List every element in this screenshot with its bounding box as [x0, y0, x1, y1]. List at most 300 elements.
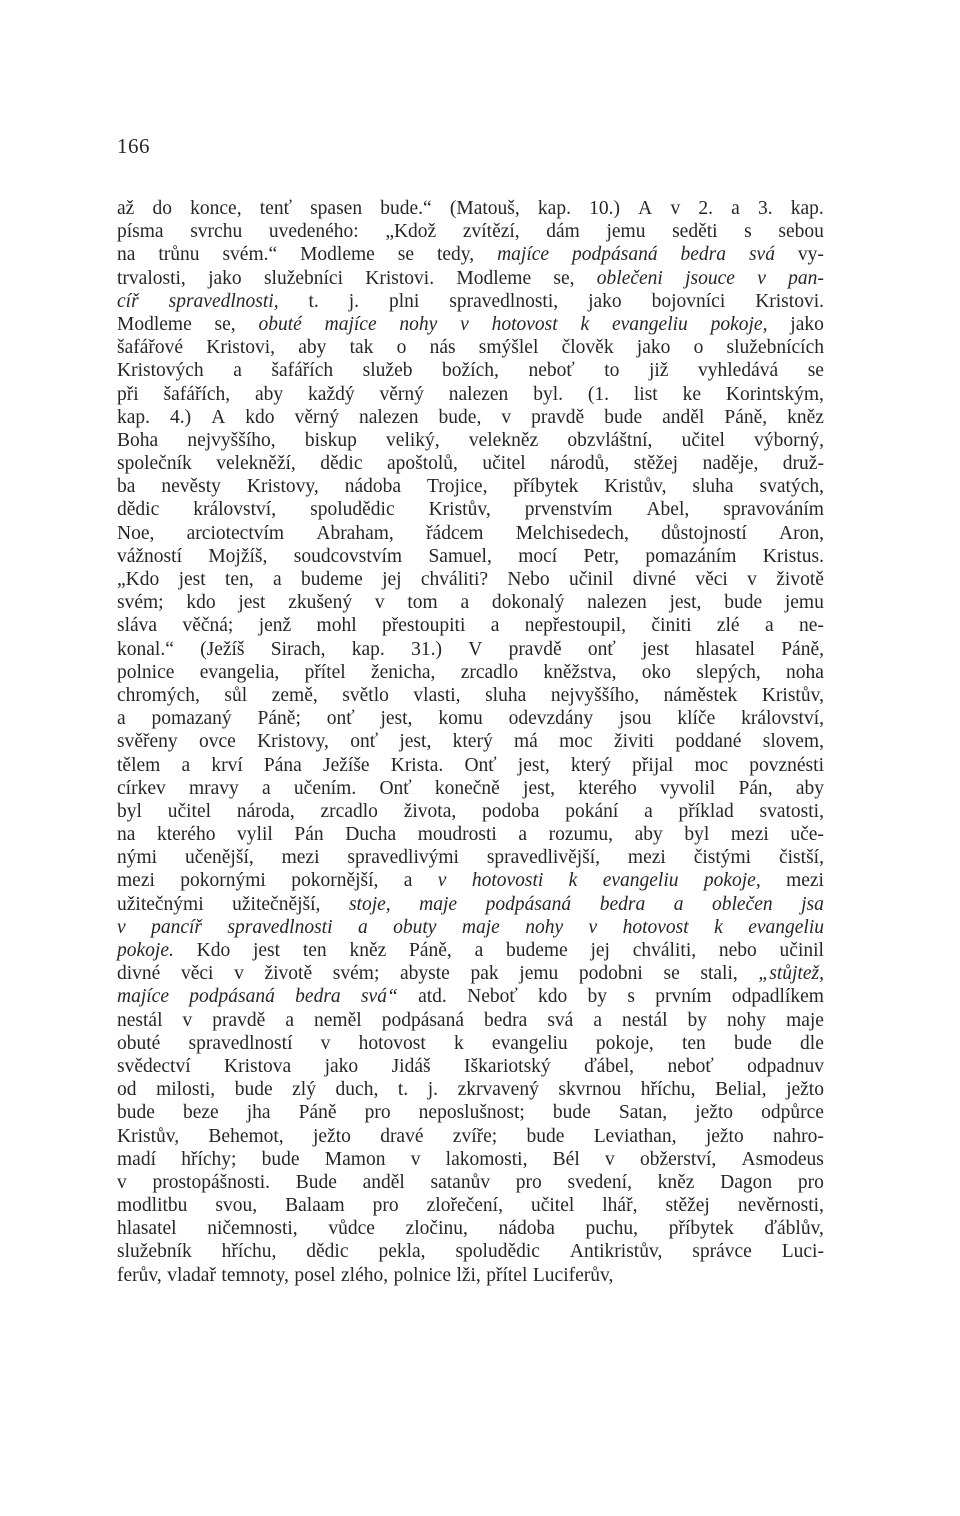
word: pokoje, [595, 1032, 654, 1054]
word: vůdce [328, 1218, 375, 1240]
text-line [117, 1194, 824, 1217]
word: čistší, [778, 847, 824, 869]
word: užitečnými [117, 893, 204, 915]
word: jenž [258, 615, 292, 637]
word: stali, [700, 963, 738, 985]
word: jest [178, 569, 206, 590]
word: A [638, 198, 653, 219]
word: v [747, 569, 757, 590]
word: nestál [117, 1009, 163, 1031]
body-text [117, 197, 824, 1287]
word: onť [326, 708, 355, 730]
word: neměl [314, 1009, 362, 1031]
word: Pán [294, 824, 324, 846]
word: nebo [718, 940, 757, 961]
word: pravdě [212, 1009, 266, 1031]
word: služeb [362, 360, 413, 382]
word: „Kdo [117, 569, 160, 590]
word: bude [526, 1125, 565, 1147]
word: beze [182, 1102, 219, 1124]
word: bude [733, 1032, 772, 1054]
word: šafářích [271, 360, 334, 382]
italic-word: majíce [497, 244, 550, 266]
word: evangelia, [199, 661, 280, 683]
word: učitel [167, 800, 212, 822]
word: na [117, 244, 136, 266]
word: obuté [117, 1032, 161, 1054]
word: neboť [528, 360, 575, 382]
word: věčná; [182, 615, 234, 637]
italic-word: v [460, 313, 469, 335]
word: ovce [198, 731, 236, 753]
word: Iškariotský [464, 1055, 551, 1077]
word: onť [587, 638, 616, 660]
text-line [117, 985, 824, 1008]
text-line [117, 313, 824, 336]
text-line [117, 846, 824, 869]
word: přítel [486, 1264, 528, 1286]
word: podoba [482, 800, 540, 822]
word: budeme [301, 569, 363, 590]
word: kap. [790, 198, 824, 219]
italic-word: hotovosti [471, 870, 544, 892]
word: maje [786, 1009, 824, 1031]
word: jest, [517, 754, 550, 776]
word: anděl [362, 1171, 405, 1193]
word: učitel [530, 1195, 575, 1217]
word: kterého [578, 777, 637, 799]
word: nestál [622, 1009, 668, 1031]
italic-word: obuté [258, 313, 302, 335]
word: sluha [485, 684, 527, 706]
text-line [117, 1032, 824, 1055]
word: odpůrce [761, 1102, 824, 1124]
word: by [587, 986, 608, 1008]
italic-word: a [357, 916, 368, 938]
word: bojovníci [651, 290, 726, 312]
word: to [604, 360, 620, 382]
word: Luciferův, [532, 1264, 614, 1286]
word: ježto [786, 1079, 824, 1101]
word: oko [641, 661, 672, 683]
word: ďábel, [584, 1055, 635, 1077]
word: bude.“ [380, 198, 432, 219]
word: zlořečení, [426, 1195, 503, 1217]
text-line [117, 197, 824, 220]
italic-word: podpásaná [189, 986, 275, 1008]
word: učenější, [184, 847, 254, 869]
word: Páně [298, 1102, 337, 1124]
italic-word: obuty [393, 916, 437, 938]
word: Bél [552, 1148, 580, 1170]
word: Páně, [724, 406, 768, 428]
word: aby [255, 383, 284, 405]
word: učitel [482, 453, 526, 475]
word: zkrvavený [457, 1079, 539, 1101]
word: spoludědic [310, 499, 395, 521]
word: dám [546, 221, 580, 243]
word: jako [636, 337, 671, 359]
text-line [117, 290, 824, 313]
word: onť [350, 731, 379, 753]
word: světlo [342, 684, 389, 706]
word: velekněží, [216, 453, 296, 475]
word: uvedeného: [268, 221, 359, 243]
word: Kristův, [117, 1125, 180, 1147]
word: Satan, [618, 1102, 668, 1124]
text-line [117, 1125, 824, 1148]
text-line [117, 1101, 824, 1124]
word: bude [604, 406, 643, 428]
word: a [644, 800, 653, 822]
text-line [117, 1171, 824, 1194]
word: při [117, 383, 139, 405]
word: dědic [320, 453, 363, 475]
word: jha [246, 1102, 271, 1124]
text-line [117, 452, 824, 475]
word: zlé [716, 615, 740, 637]
word: bude [234, 1079, 273, 1101]
italic-word: pan- [788, 267, 824, 289]
word: v [410, 1148, 421, 1170]
word: trvalosti, [117, 267, 186, 289]
word: se [397, 244, 415, 266]
word: a [273, 569, 282, 590]
word: země, [271, 684, 318, 706]
text-line [117, 1240, 824, 1263]
word: církev [117, 777, 166, 799]
italic-word: oblečen [711, 893, 773, 915]
word: Kristových [117, 360, 204, 382]
italic-word: „stůjtež, [758, 963, 824, 985]
word: Bude [295, 1171, 337, 1193]
word: stěžej [633, 453, 679, 475]
word: Pána [263, 754, 302, 776]
word: plni [388, 290, 420, 312]
word: bude [552, 1102, 591, 1124]
word: jemu [519, 963, 559, 985]
word: Balaam [285, 1195, 345, 1217]
word: vy- [797, 244, 824, 266]
word: j. [427, 1079, 439, 1101]
italic-word: bedra [295, 986, 341, 1008]
word: člověk [561, 337, 614, 359]
word: neboť [667, 1055, 714, 1077]
word: kterého [156, 824, 216, 846]
word: moc [559, 731, 593, 753]
word: bude [117, 1102, 155, 1124]
word: učitel [681, 429, 725, 451]
word: Páně, [781, 638, 824, 660]
word: v [501, 406, 512, 428]
word: Kristovi. [755, 290, 824, 312]
text-line [117, 1078, 824, 1101]
word: životě [264, 963, 313, 985]
word: písma [117, 221, 164, 243]
word: chromých, [117, 684, 200, 706]
word: o [693, 337, 704, 359]
text-line [117, 359, 824, 382]
word: t. [397, 1079, 409, 1101]
word: až [117, 198, 135, 219]
text-line [117, 962, 824, 985]
word: bude, [438, 406, 482, 428]
word: zvíře; [452, 1125, 498, 1147]
word: jest, [399, 731, 432, 753]
word: podobni [578, 963, 643, 985]
word: atd. [418, 986, 447, 1008]
word: spravováním [723, 499, 824, 521]
word: Kristův, [428, 499, 491, 521]
word: a [117, 708, 126, 730]
italic-word: maje [461, 916, 500, 938]
text-line [117, 220, 824, 243]
word: užitečnější, [232, 893, 321, 915]
text-line [117, 1009, 824, 1032]
text-line [117, 661, 824, 684]
word: Jidáš [391, 1055, 431, 1077]
word: v [374, 592, 385, 614]
word: se [807, 360, 824, 382]
italic-word: jsouce [685, 267, 735, 289]
word: ke [682, 383, 701, 405]
text-line [117, 754, 824, 777]
italic-word: pokoje, [703, 870, 761, 892]
word: sebou [778, 221, 824, 243]
word: zlého, [341, 1264, 389, 1286]
word: nohy [727, 1009, 767, 1031]
italic-word: podpásaná [485, 893, 572, 915]
word: života, [403, 800, 457, 822]
word: Kristova [224, 1055, 292, 1077]
word: Páně; [257, 708, 301, 730]
word: nevěrnosti, [737, 1195, 824, 1217]
word: Kristovi, [206, 337, 276, 359]
word: a [181, 754, 191, 776]
word: hlasatel [695, 638, 755, 660]
word: jest, [669, 592, 702, 614]
word: svedení, [567, 1171, 632, 1193]
italic-word: spravedlnosti, [168, 290, 279, 312]
word: hotovost [358, 1032, 426, 1054]
text-line [117, 869, 824, 892]
word: Pán, [738, 777, 773, 799]
word: t. [308, 290, 319, 312]
word: (Matouš, [449, 198, 520, 219]
word: pro [372, 1195, 399, 1217]
word: jest, [523, 777, 556, 799]
word: živiti [614, 731, 655, 753]
word: Asmodeus [741, 1148, 824, 1170]
italic-word: evangeliu [611, 313, 688, 335]
word: lži, [456, 1264, 481, 1286]
word: milosti, [156, 1079, 216, 1101]
word: list [633, 383, 658, 405]
italic-word: majíce [324, 313, 377, 335]
word: polnice [117, 661, 175, 683]
word: Behemot, [208, 1125, 284, 1147]
word: a [518, 824, 528, 846]
word: s [744, 221, 752, 243]
word: příbytek [513, 476, 579, 498]
word: 2. [698, 198, 713, 219]
word: jako [790, 313, 824, 335]
word: tenť [259, 198, 292, 219]
word: Modleme [300, 244, 375, 266]
word: pro [515, 1171, 542, 1193]
word: prvním [655, 986, 712, 1008]
word: a [593, 1009, 603, 1031]
italic-word: nohy [399, 313, 438, 335]
word: skvrnou [558, 1079, 622, 1101]
word: krví [211, 754, 243, 776]
word: aby [795, 777, 824, 799]
text-line [117, 267, 824, 290]
word: tak [349, 337, 374, 359]
word: dravé [380, 1125, 424, 1147]
word: Kristus. [762, 545, 824, 567]
word: 3. [757, 198, 773, 219]
word: konce, [190, 198, 242, 219]
italic-word: a [673, 893, 684, 915]
word: hlasatel [117, 1218, 177, 1240]
word: svědectví [117, 1055, 191, 1077]
word: dědic [306, 1241, 349, 1263]
word: spravedlnosti, [449, 290, 559, 312]
word: ježto [705, 1125, 744, 1147]
word: na [117, 824, 136, 846]
text-line [117, 893, 824, 916]
word: satanův [430, 1171, 491, 1193]
word: tedy, [436, 244, 475, 266]
word: slepých, [696, 661, 761, 683]
word: budeme [505, 940, 568, 961]
word: ženicha, [371, 661, 436, 683]
word: kněžstva, [543, 661, 617, 683]
word: Modleme [456, 267, 532, 289]
word: Melchisedech, [515, 522, 629, 544]
word: od [117, 1079, 137, 1101]
word: vlasti, [413, 684, 461, 706]
word: Abel, [646, 499, 690, 521]
word: důstojností [661, 522, 747, 544]
word: výborný, [754, 429, 824, 451]
word: jemu [606, 221, 646, 243]
word: božích, [442, 360, 499, 382]
word: divné [117, 963, 161, 985]
word: kap. [537, 198, 571, 219]
word: jest [238, 592, 266, 614]
text-line [117, 1264, 824, 1287]
word: A [211, 406, 226, 428]
text-line [117, 707, 824, 730]
text-line [117, 475, 824, 498]
word: mohl [316, 615, 357, 637]
word: spravedlností [188, 1032, 293, 1054]
word: Abraham, [316, 522, 394, 544]
word: jej [590, 940, 610, 961]
text-line [117, 406, 824, 429]
word: se, [214, 313, 236, 335]
word: lakomosti, [445, 1148, 528, 1170]
word: pokornější, [291, 870, 379, 892]
word: svém; [117, 592, 164, 614]
italic-word: majíce [117, 986, 169, 1008]
word: zrcadlo [460, 661, 519, 683]
word: jej [382, 569, 402, 590]
word: Páně, [409, 940, 452, 961]
word: biskup [304, 429, 357, 451]
word: zlý [292, 1079, 316, 1101]
word: mezi [627, 847, 666, 869]
text-line [117, 498, 824, 521]
word: byl [684, 824, 710, 846]
word: rozumu, [548, 824, 614, 846]
word: mezi [281, 847, 320, 869]
word: neposlušnost; [418, 1102, 525, 1124]
word: každý [308, 383, 355, 405]
word: seděti [672, 221, 718, 243]
word: Aron, [779, 522, 824, 544]
word: a [731, 198, 740, 219]
text-line [117, 568, 824, 591]
word: věci [695, 569, 728, 590]
word: mezi [786, 870, 824, 892]
word: se, [553, 267, 575, 289]
word: velekněz [468, 429, 539, 451]
word: sláva [117, 615, 158, 637]
word: uče- [790, 824, 824, 846]
word: bude [261, 1148, 300, 1170]
word: řádcem [426, 522, 484, 544]
word: nádoba [498, 1218, 555, 1240]
word: kdo [537, 986, 568, 1008]
text-line [117, 823, 824, 846]
word: chváliti? [420, 569, 489, 590]
word: Sirach, [270, 638, 326, 660]
word: a [403, 870, 413, 892]
word: moudrosti [417, 824, 497, 846]
italic-word: v [757, 267, 766, 289]
word: království, [193, 499, 277, 521]
word: pravdě [508, 638, 562, 660]
word: svém; [332, 963, 380, 985]
word: ježto [695, 1102, 734, 1124]
word: svatých, [759, 476, 824, 498]
word: jest [642, 638, 670, 660]
word: učením. [293, 777, 357, 799]
italic-word: v [117, 916, 126, 938]
word: veliký, [386, 429, 440, 451]
word: ferův, [117, 1264, 162, 1286]
word: byl. [533, 383, 563, 405]
italic-word: jsa [801, 893, 824, 915]
word: nalezen [358, 406, 419, 428]
word: nepřestoupil, [524, 615, 627, 637]
word: klíče [677, 708, 716, 730]
text-line [117, 1055, 824, 1078]
word: obzvláštní, [567, 429, 653, 451]
word: s [627, 986, 635, 1008]
word: společník [117, 453, 192, 475]
word: madí [117, 1148, 156, 1170]
text-line [117, 429, 824, 452]
word: svatosti, [759, 800, 824, 822]
text-line [117, 777, 824, 800]
word: naděje, [702, 453, 759, 475]
word: povznésti [749, 754, 824, 776]
word: stěžej [665, 1195, 710, 1217]
